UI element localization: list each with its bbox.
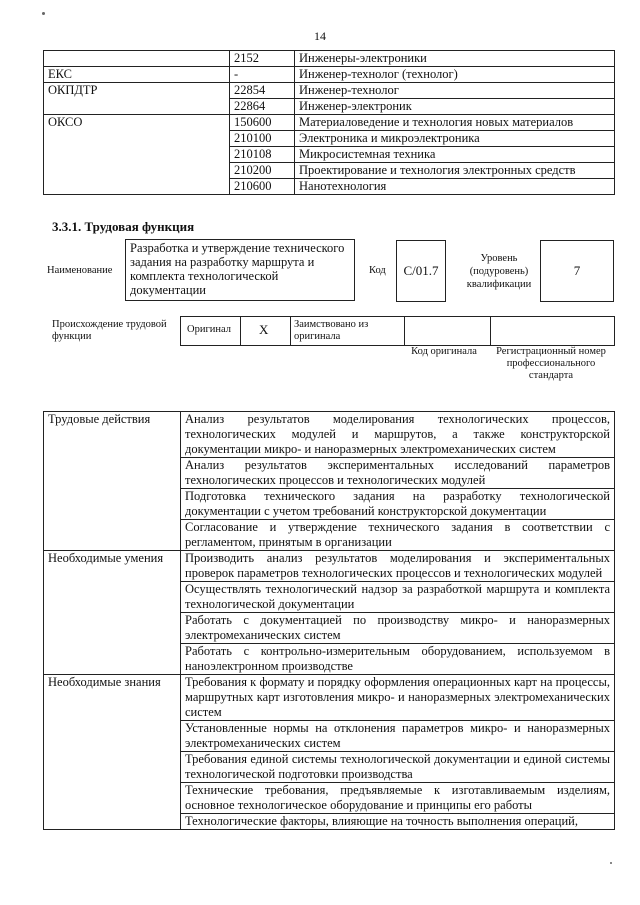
occupation-name-cell: Инженер-электроник — [295, 99, 615, 115]
occupation-name-cell: Инженер-технолог (технолог) — [295, 67, 615, 83]
classifier-cell — [44, 51, 230, 67]
original-mark: X — [259, 322, 269, 337]
item-cell: Производить анализ результатов моделирования и экспериментальных проверок параметров технологических процессов и технологических модулей — [181, 551, 615, 582]
code-cell: 210100 — [230, 131, 295, 147]
code-label: Код — [369, 265, 386, 276]
occupation-name-cell: Инженеры-электроники — [295, 51, 615, 67]
table-row — [44, 67, 615, 83]
classifier-codes-table — [43, 50, 615, 195]
classifier-cell: ЕКС — [44, 67, 230, 83]
item-cell: Технические требования, предъявляемые к изготавливаемым изделиям, основное технологическое оборудование и принципы его работы — [181, 783, 615, 814]
code-cell: 22854 — [230, 83, 295, 99]
original-label: Оригинал — [187, 324, 231, 335]
item-cell: Требования единой системы технологической документации и единой системы технологической подготовки производства — [181, 752, 615, 783]
reg-number-cell — [491, 317, 614, 345]
level-box: 7 — [540, 240, 614, 302]
occupation-name-cell: Нанотехнология — [295, 179, 615, 195]
table-row — [44, 551, 615, 582]
item-cell: Осуществлять технологический надзор за разработкой маршрута и комплекта технологической документации — [181, 582, 615, 613]
code-cell: 210200 — [230, 163, 295, 179]
classifier-cell: ОКПДТР — [44, 83, 230, 115]
borrowed-label: Заимствовано из оригинала — [294, 319, 369, 342]
page-number: 14 — [314, 29, 326, 43]
table-row — [44, 675, 615, 721]
item-cell: Работать с контрольно-измерительным оборудованием, используемом в наноэлектронном производстве — [181, 644, 615, 675]
table-row — [44, 83, 615, 99]
section-title: 3.3.1. Трудовая функция — [52, 219, 195, 234]
table-row — [44, 412, 615, 458]
origin-label: Происхождение трудовой функции — [52, 319, 167, 342]
item-cell: Требования к формату и порядку оформления операционных карт на процессы, маршрутных карт изготовления микро- и наноразмерных электромеханических систем — [181, 675, 615, 721]
code-cell: 2152 — [230, 51, 295, 67]
item-cell: Анализ результатов моделирования технологических процессов, технологических модулей и маршрутов, а также конструкторской документации микро- и наноразмерных электромеханических систем — [181, 412, 615, 458]
code-cell: 22864 — [230, 99, 295, 115]
code-cell: 210108 — [230, 147, 295, 163]
item-cell: Технологические факторы, влияющие на точность выполнения операций, — [181, 814, 615, 830]
orig-code-cell — [405, 317, 491, 345]
occupation-name-cell: Проектирование и технология электронных средств — [295, 163, 615, 179]
function-name-box: Разработка и утверждение технического задания на разработку маршрута и комплекта технологической документации — [125, 239, 355, 301]
classifier-cell: ОКСО — [44, 115, 230, 195]
borrowed-cell — [291, 317, 405, 345]
scan-speck — [610, 862, 612, 864]
item-cell: Работать с документацией по производству микро- и наноразмерных электромеханических систем — [181, 613, 615, 644]
item-cell: Установленные нормы на отклонения параметров микро- и наноразмерных электромеханических систем — [181, 721, 615, 752]
orig-code-label: Код оригинала — [411, 346, 477, 357]
scan-speck — [42, 12, 45, 15]
category-cell: Трудовые действия — [44, 412, 181, 551]
table-row — [44, 51, 615, 67]
occupation-name-cell: Микросистемная техника — [295, 147, 615, 163]
item-cell: Согласование и утверждение технического задания в соответствии с регламентом, принятым в организации — [181, 520, 615, 551]
code-cell: 150600 — [230, 115, 295, 131]
function-code-box: C/01.7 — [396, 240, 446, 302]
origin-row — [180, 316, 615, 346]
occupation-name-cell: Инженер-технолог — [295, 83, 615, 99]
occupation-name-cell: Электроника и микроэлектроника — [295, 131, 615, 147]
code-cell: 210600 — [230, 179, 295, 195]
mark-cell — [241, 317, 291, 345]
labor-function-table — [43, 411, 615, 830]
occupation-name-cell: Материаловедение и технология новых материалов — [295, 115, 615, 131]
reg-number-label: Регистрационный номер профессионального стандарта — [496, 346, 606, 381]
item-cell: Подготовка технического задания на разработку технологической документации с учетом требований конструкторской документации — [181, 489, 615, 520]
name-label: Наименование — [47, 265, 113, 276]
category-cell: Необходимые знания — [44, 675, 181, 830]
table-row — [44, 115, 615, 131]
original-cell — [181, 317, 241, 345]
level-label: Уровень (подуровень) квалификации — [466, 253, 532, 290]
item-cell: Анализ результатов экспериментальных исследований параметров технологических процессов и технологических модулей — [181, 458, 615, 489]
code-cell: - — [230, 67, 295, 83]
category-cell: Необходимые умения — [44, 551, 181, 675]
